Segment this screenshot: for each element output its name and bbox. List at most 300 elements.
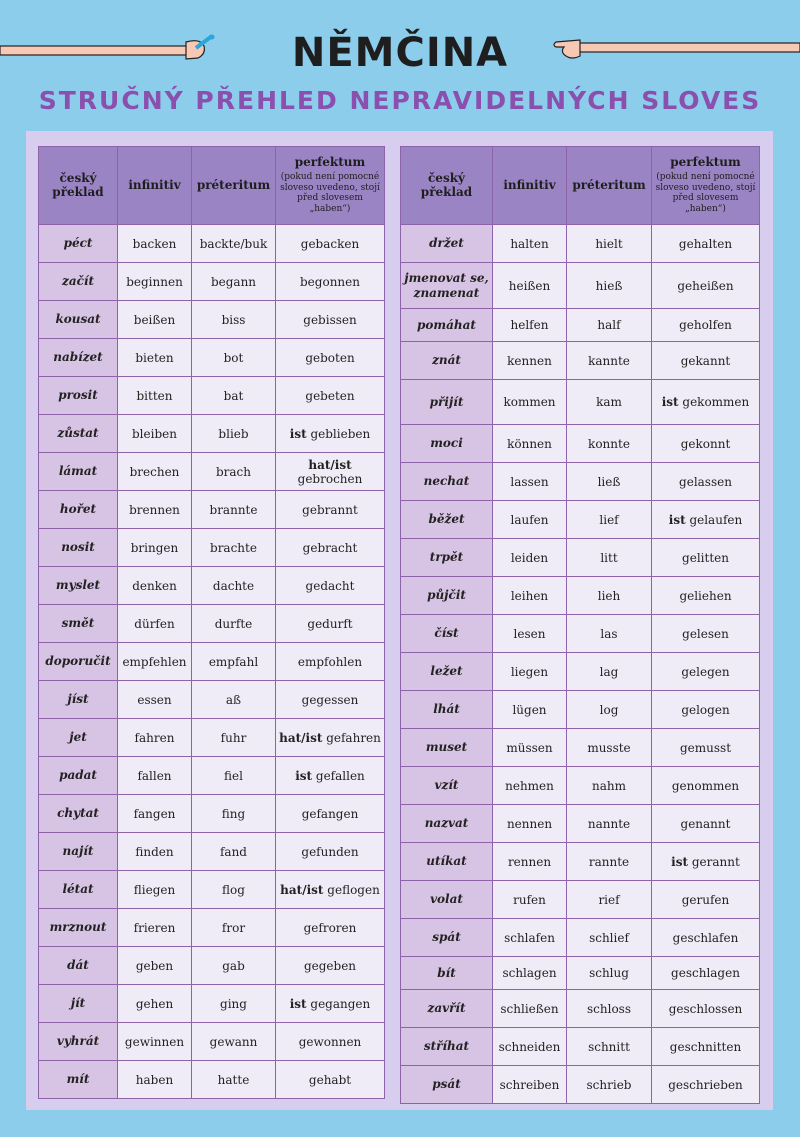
participle: gefangen [301, 806, 359, 821]
perfect-cell [276, 643, 385, 681]
table-row [401, 767, 760, 805]
perfect-cell [276, 833, 385, 871]
table-row [39, 491, 385, 529]
perfect-cell [652, 729, 760, 767]
participle: gegessen [301, 692, 359, 707]
participle: gekannt [680, 353, 731, 368]
column-header-infinitive: infinitiv [118, 147, 192, 225]
czech-translation-cell: trpět [401, 539, 493, 577]
perfect-cell [276, 719, 385, 757]
participle: geliehen [679, 588, 732, 603]
czech-translation-cell: lhát [401, 691, 493, 729]
infinitive-cell: liegen [493, 653, 567, 691]
table-row [39, 909, 385, 947]
table-row [39, 643, 385, 681]
czech-translation-cell: pomáhat [401, 309, 493, 342]
preterite-cell: gab [192, 947, 276, 985]
page-subtitle: STRUČNÝ PŘEHLED NEPRAVIDELNÝCH SLOVES [38, 86, 762, 115]
participle: gemusst [679, 740, 732, 755]
column-header-perfect-note: (pokud není pomocné sloveso uvedeno, stojí před slovesem „haben“) [280, 171, 380, 215]
column-header-perfect-label: perfektum [294, 155, 366, 169]
infinitive-cell: nehmen [493, 767, 567, 805]
infinitive-cell: rufen [493, 881, 567, 919]
czech-translation-cell: dát [39, 947, 118, 985]
column-header-czech: český překlad [401, 147, 493, 225]
infinitive-cell: laufen [493, 501, 567, 539]
table-row [401, 615, 760, 653]
table-row [401, 805, 760, 843]
perfect-cell [652, 990, 760, 1028]
preterite-cell: schrieb [567, 1066, 652, 1104]
participle: gebrannt [302, 502, 358, 517]
infinitive-cell: lügen [493, 691, 567, 729]
perfect-cell [652, 691, 760, 729]
preterite-cell: litt [567, 539, 652, 577]
czech-translation-cell: číst [401, 615, 493, 653]
table-row [401, 309, 760, 342]
perfect-cell [276, 757, 385, 795]
table-row [39, 605, 385, 643]
participle: gekonnt [680, 436, 731, 451]
infinitive-cell: bitten [118, 377, 192, 415]
perfect-cell [276, 567, 385, 605]
participle: begonnen [300, 274, 360, 289]
infinitive-cell: empfehlen [118, 643, 192, 681]
czech-translation-cell: lámat [39, 453, 118, 491]
preterite-cell: fuhr [192, 719, 276, 757]
infinitive-cell: müssen [493, 729, 567, 767]
preterite-cell: nahm [567, 767, 652, 805]
infinitive-cell: fliegen [118, 871, 192, 909]
participle: gedurft [307, 616, 353, 631]
infinitive-cell: gehen [118, 985, 192, 1023]
perfect-cell [652, 309, 760, 342]
table-row [39, 377, 385, 415]
table-row [39, 415, 385, 453]
perfect-cell [652, 263, 760, 309]
participle: genommen [671, 778, 740, 793]
czech-translation-cell: nabízet [39, 339, 118, 377]
infinitive-cell: brechen [118, 453, 192, 491]
preterite-cell: fror [192, 909, 276, 947]
czech-translation-cell: jmenovat se, znamenat [401, 263, 493, 309]
participle: geschrieben [668, 1077, 743, 1092]
participle: geschlagen [671, 966, 740, 980]
table-row [401, 990, 760, 1028]
czech-translation-cell: psát [401, 1066, 493, 1104]
auxiliary-verb: hat/ist [280, 882, 324, 897]
table-row [401, 843, 760, 881]
participle: geschlafen [672, 930, 739, 945]
czech-translation-cell: péct [39, 225, 118, 263]
table-row [401, 380, 760, 425]
czech-translation-cell: zavřít [401, 990, 493, 1028]
perfect-cell [652, 577, 760, 615]
participle: gebissen [303, 312, 357, 327]
perfect-cell [652, 380, 760, 425]
preterite-cell: hieß [567, 263, 652, 309]
czech-translation-cell: jet [39, 719, 118, 757]
czech-translation-cell: padat [39, 757, 118, 795]
preterite-cell: brach [192, 453, 276, 491]
czech-translation-cell: kousat [39, 301, 118, 339]
infinitive-cell: beißen [118, 301, 192, 339]
preterite-cell: ließ [567, 463, 652, 501]
perfect-cell [652, 1066, 760, 1104]
table-row [39, 871, 385, 909]
preterite-cell: empfahl [192, 643, 276, 681]
infinitive-cell: schlafen [493, 919, 567, 957]
preterite-cell: rief [567, 881, 652, 919]
table-row [39, 757, 385, 795]
czech-translation-cell: jíst [39, 681, 118, 719]
auxiliary-verb: ist [668, 512, 686, 527]
preterite-cell: kam [567, 380, 652, 425]
participle: gelogen [681, 702, 730, 717]
table-row [39, 225, 385, 263]
table-row [39, 529, 385, 567]
czech-translation-cell: mít [39, 1061, 118, 1099]
czech-translation-cell: bít [401, 957, 493, 990]
czech-translation-cell: hořet [39, 491, 118, 529]
preterite-cell: rannte [567, 843, 652, 881]
preterite-cell: brachte [192, 529, 276, 567]
preterite-cell: gewann [192, 1023, 276, 1061]
table-row [401, 577, 760, 615]
table-row [39, 453, 385, 491]
participle: gebeten [305, 388, 355, 403]
participle: gerufen [681, 892, 730, 907]
table-row [401, 263, 760, 309]
perfect-cell [276, 491, 385, 529]
infinitive-cell: leihen [493, 577, 567, 615]
czech-translation-cell: nechat [401, 463, 493, 501]
preterite-cell: biss [192, 301, 276, 339]
infinitive-cell: bieten [118, 339, 192, 377]
infinitive-cell: halten [493, 225, 567, 263]
czech-translation-cell: utíkat [401, 843, 493, 881]
perfect-cell [652, 342, 760, 380]
perfect-cell [276, 415, 385, 453]
czech-translation-cell: doporučit [39, 643, 118, 681]
perfect-cell [276, 985, 385, 1023]
perfect-cell [276, 909, 385, 947]
infinitive-cell: beginnen [118, 263, 192, 301]
table-row [39, 1061, 385, 1099]
czech-translation-cell: spát [401, 919, 493, 957]
perfect-cell [652, 881, 760, 919]
preterite-cell: lag [567, 653, 652, 691]
preterite-cell: musste [567, 729, 652, 767]
preterite-cell: durfte [192, 605, 276, 643]
perfect-cell [276, 225, 385, 263]
table-row [39, 795, 385, 833]
perfect-cell [652, 767, 760, 805]
infinitive-cell: bringen [118, 529, 192, 567]
participle: geschlossen [668, 1001, 743, 1016]
infinitive-cell: denken [118, 567, 192, 605]
preterite-cell: half [567, 309, 652, 342]
infinitive-cell: lesen [493, 615, 567, 653]
czech-translation-cell: myslet [39, 567, 118, 605]
preterite-cell: schloss [567, 990, 652, 1028]
czech-translation-cell: běžet [401, 501, 493, 539]
table-row [39, 1023, 385, 1061]
auxiliary-verb: hat/ist [279, 730, 323, 745]
column-header-infinitive: infinitiv [493, 147, 567, 225]
perfect-cell [276, 529, 385, 567]
column-header-preterite: préteritum [567, 147, 652, 225]
participle: geschnitten [669, 1039, 742, 1054]
participle: gefunden [301, 844, 359, 859]
participle: gekommen [678, 395, 750, 409]
participle: gebrochen [297, 471, 363, 486]
table-row [401, 653, 760, 691]
czech-translation-cell: smět [39, 605, 118, 643]
infinitive-cell: dürfen [118, 605, 192, 643]
table-row [39, 339, 385, 377]
participle: gegeben [303, 958, 357, 973]
infinitive-cell: rennen [493, 843, 567, 881]
perfect-cell [276, 605, 385, 643]
page-title: NĚMČINA [291, 30, 509, 76]
column-header-czech: český překlad [39, 147, 118, 225]
participle: gegangen [306, 996, 371, 1011]
table-header-row [39, 147, 385, 225]
czech-translation-cell: znát [401, 342, 493, 380]
preterite-cell: las [567, 615, 652, 653]
preterite-cell: hielt [567, 225, 652, 263]
infinitive-cell: nennen [493, 805, 567, 843]
infinitive-cell: schlagen [493, 957, 567, 990]
preterite-cell: blieb [192, 415, 276, 453]
perfect-cell [652, 653, 760, 691]
czech-translation-cell: chytat [39, 795, 118, 833]
perfect-cell [652, 463, 760, 501]
table-row [401, 691, 760, 729]
infinitive-cell: haben [118, 1061, 192, 1099]
participle: geboten [305, 350, 355, 365]
table-row [401, 1028, 760, 1066]
table-row [39, 567, 385, 605]
auxiliary-verb: hat/ist [308, 457, 352, 472]
perfect-cell [276, 453, 385, 491]
perfect-cell [276, 681, 385, 719]
preterite-cell: kannte [567, 342, 652, 380]
infinitive-cell: finden [118, 833, 192, 871]
participle: gehabt [308, 1072, 352, 1087]
preterite-cell: schnitt [567, 1028, 652, 1066]
table-row [401, 881, 760, 919]
participle: geblieben [306, 426, 371, 441]
czech-translation-cell: jít [39, 985, 118, 1023]
table-row [39, 263, 385, 301]
participle: gelitten [682, 550, 729, 565]
preterite-cell: lief [567, 501, 652, 539]
table-row [401, 342, 760, 380]
participle: gebacken [300, 236, 360, 251]
czech-translation-cell: půjčit [401, 577, 493, 615]
column-header-perfect-label: perfektum [670, 155, 741, 169]
perfect-cell [276, 1023, 385, 1061]
column-header-perfect [652, 147, 760, 225]
participle: gehalten [678, 236, 733, 251]
participle: gefahren [322, 730, 381, 745]
infinitive-cell: backen [118, 225, 192, 263]
infinitive-cell: gewinnen [118, 1023, 192, 1061]
perfect-cell [276, 263, 385, 301]
preterite-cell: nannte [567, 805, 652, 843]
table-header-row [401, 147, 760, 225]
table-row [401, 957, 760, 990]
preterite-cell: backte/buk [192, 225, 276, 263]
infinitive-cell: können [493, 425, 567, 463]
czech-translation-cell: vzít [401, 767, 493, 805]
participle: gerannt [688, 854, 740, 869]
preterite-cell: log [567, 691, 652, 729]
participle: genannt [680, 816, 731, 831]
participle: gefallen [312, 768, 365, 783]
participle: empfohlen [297, 654, 363, 669]
perfect-cell [276, 871, 385, 909]
perfect-cell [652, 1028, 760, 1066]
infinitive-cell: schließen [493, 990, 567, 1028]
table-row [401, 539, 760, 577]
czech-translation-cell: začít [39, 263, 118, 301]
preterite-cell: schlief [567, 919, 652, 957]
table-row [39, 833, 385, 871]
auxiliary-verb: ist [295, 768, 313, 783]
preterite-cell: flog [192, 871, 276, 909]
preterite-cell: fing [192, 795, 276, 833]
preterite-cell: bat [192, 377, 276, 415]
participle: geholfen [679, 318, 732, 332]
table-row [39, 985, 385, 1023]
table-row [401, 425, 760, 463]
perfect-cell [276, 1061, 385, 1099]
preterite-cell: konnte [567, 425, 652, 463]
preterite-cell: ging [192, 985, 276, 1023]
czech-translation-cell: muset [401, 729, 493, 767]
infinitive-cell: essen [118, 681, 192, 719]
infinitive-cell: frieren [118, 909, 192, 947]
column-header-perfect [276, 147, 385, 225]
participle: geheißen [677, 278, 734, 293]
participle: gedacht [305, 578, 355, 593]
czech-translation-cell: přijít [401, 380, 493, 425]
perfect-cell [652, 225, 760, 263]
czech-translation-cell: prosit [39, 377, 118, 415]
infinitive-cell: schreiben [493, 1066, 567, 1104]
participle: geflogen [323, 882, 380, 897]
participle: gelassen [679, 474, 732, 489]
czech-translation-cell: mrznout [39, 909, 118, 947]
preterite-cell: begann [192, 263, 276, 301]
czech-translation-cell: moci [401, 425, 493, 463]
verbs-table-left [38, 146, 385, 1099]
perfect-cell [652, 805, 760, 843]
table-row [401, 501, 760, 539]
perfect-cell [652, 615, 760, 653]
perfect-cell [652, 539, 760, 577]
preterite-cell: fand [192, 833, 276, 871]
preterite-cell: lieh [567, 577, 652, 615]
czech-translation-cell: nazvat [401, 805, 493, 843]
table-row [39, 719, 385, 757]
infinitive-cell: brennen [118, 491, 192, 529]
participle: gebracht [302, 540, 358, 555]
preterite-cell: aß [192, 681, 276, 719]
auxiliary-verb: ist [289, 426, 307, 441]
perfect-cell [276, 947, 385, 985]
table-row [401, 919, 760, 957]
czech-translation-cell: stříhat [401, 1028, 493, 1066]
preterite-cell: bot [192, 339, 276, 377]
infinitive-cell: fangen [118, 795, 192, 833]
preterite-cell: brannte [192, 491, 276, 529]
table-row [401, 463, 760, 501]
infinitive-cell: schneiden [493, 1028, 567, 1066]
participle: gefroren [303, 920, 357, 935]
perfect-cell [276, 339, 385, 377]
column-header-preterite: préteritum [192, 147, 276, 225]
preterite-cell: schlug [567, 957, 652, 990]
infinitive-cell: fallen [118, 757, 192, 795]
perfect-cell [652, 919, 760, 957]
table-row [401, 729, 760, 767]
czech-translation-cell: ležet [401, 653, 493, 691]
czech-translation-cell: najít [39, 833, 118, 871]
auxiliary-verb: ist [671, 854, 689, 869]
infinitive-cell: helfen [493, 309, 567, 342]
infinitive-cell: lassen [493, 463, 567, 501]
participle: gelesen [682, 626, 729, 641]
participle: gewonnen [298, 1034, 362, 1049]
auxiliary-verb: ist [661, 395, 679, 409]
infinitive-cell: bleiben [118, 415, 192, 453]
table-row [39, 301, 385, 339]
czech-translation-cell: volat [401, 881, 493, 919]
participle: gelaufen [685, 512, 743, 527]
czech-translation-cell: nosit [39, 529, 118, 567]
czech-translation-cell: držet [401, 225, 493, 263]
perfect-cell [276, 377, 385, 415]
preterite-cell: fiel [192, 757, 276, 795]
preterite-cell: dachte [192, 567, 276, 605]
perfect-cell [652, 843, 760, 881]
czech-translation-cell: zůstat [39, 415, 118, 453]
auxiliary-verb: ist [289, 996, 307, 1011]
czech-translation-cell: vyhrát [39, 1023, 118, 1061]
table-row [39, 947, 385, 985]
infinitive-cell: leiden [493, 539, 567, 577]
perfect-cell [652, 425, 760, 463]
preterite-cell: hatte [192, 1061, 276, 1099]
infinitive-cell: kennen [493, 342, 567, 380]
infinitive-cell: fahren [118, 719, 192, 757]
table-row [401, 225, 760, 263]
infinitive-cell: heißen [493, 263, 567, 309]
participle: gelegen [681, 664, 730, 679]
perfect-cell [652, 501, 760, 539]
table-row [39, 681, 385, 719]
czech-translation-cell: létat [39, 871, 118, 909]
column-header-perfect-note: (pokud není pomocné sloveso uvedeno, stojí před slovesem „haben“) [655, 171, 756, 215]
table-row [401, 1066, 760, 1104]
perfect-cell [652, 957, 760, 990]
perfect-cell [276, 301, 385, 339]
infinitive-cell: kommen [493, 380, 567, 425]
